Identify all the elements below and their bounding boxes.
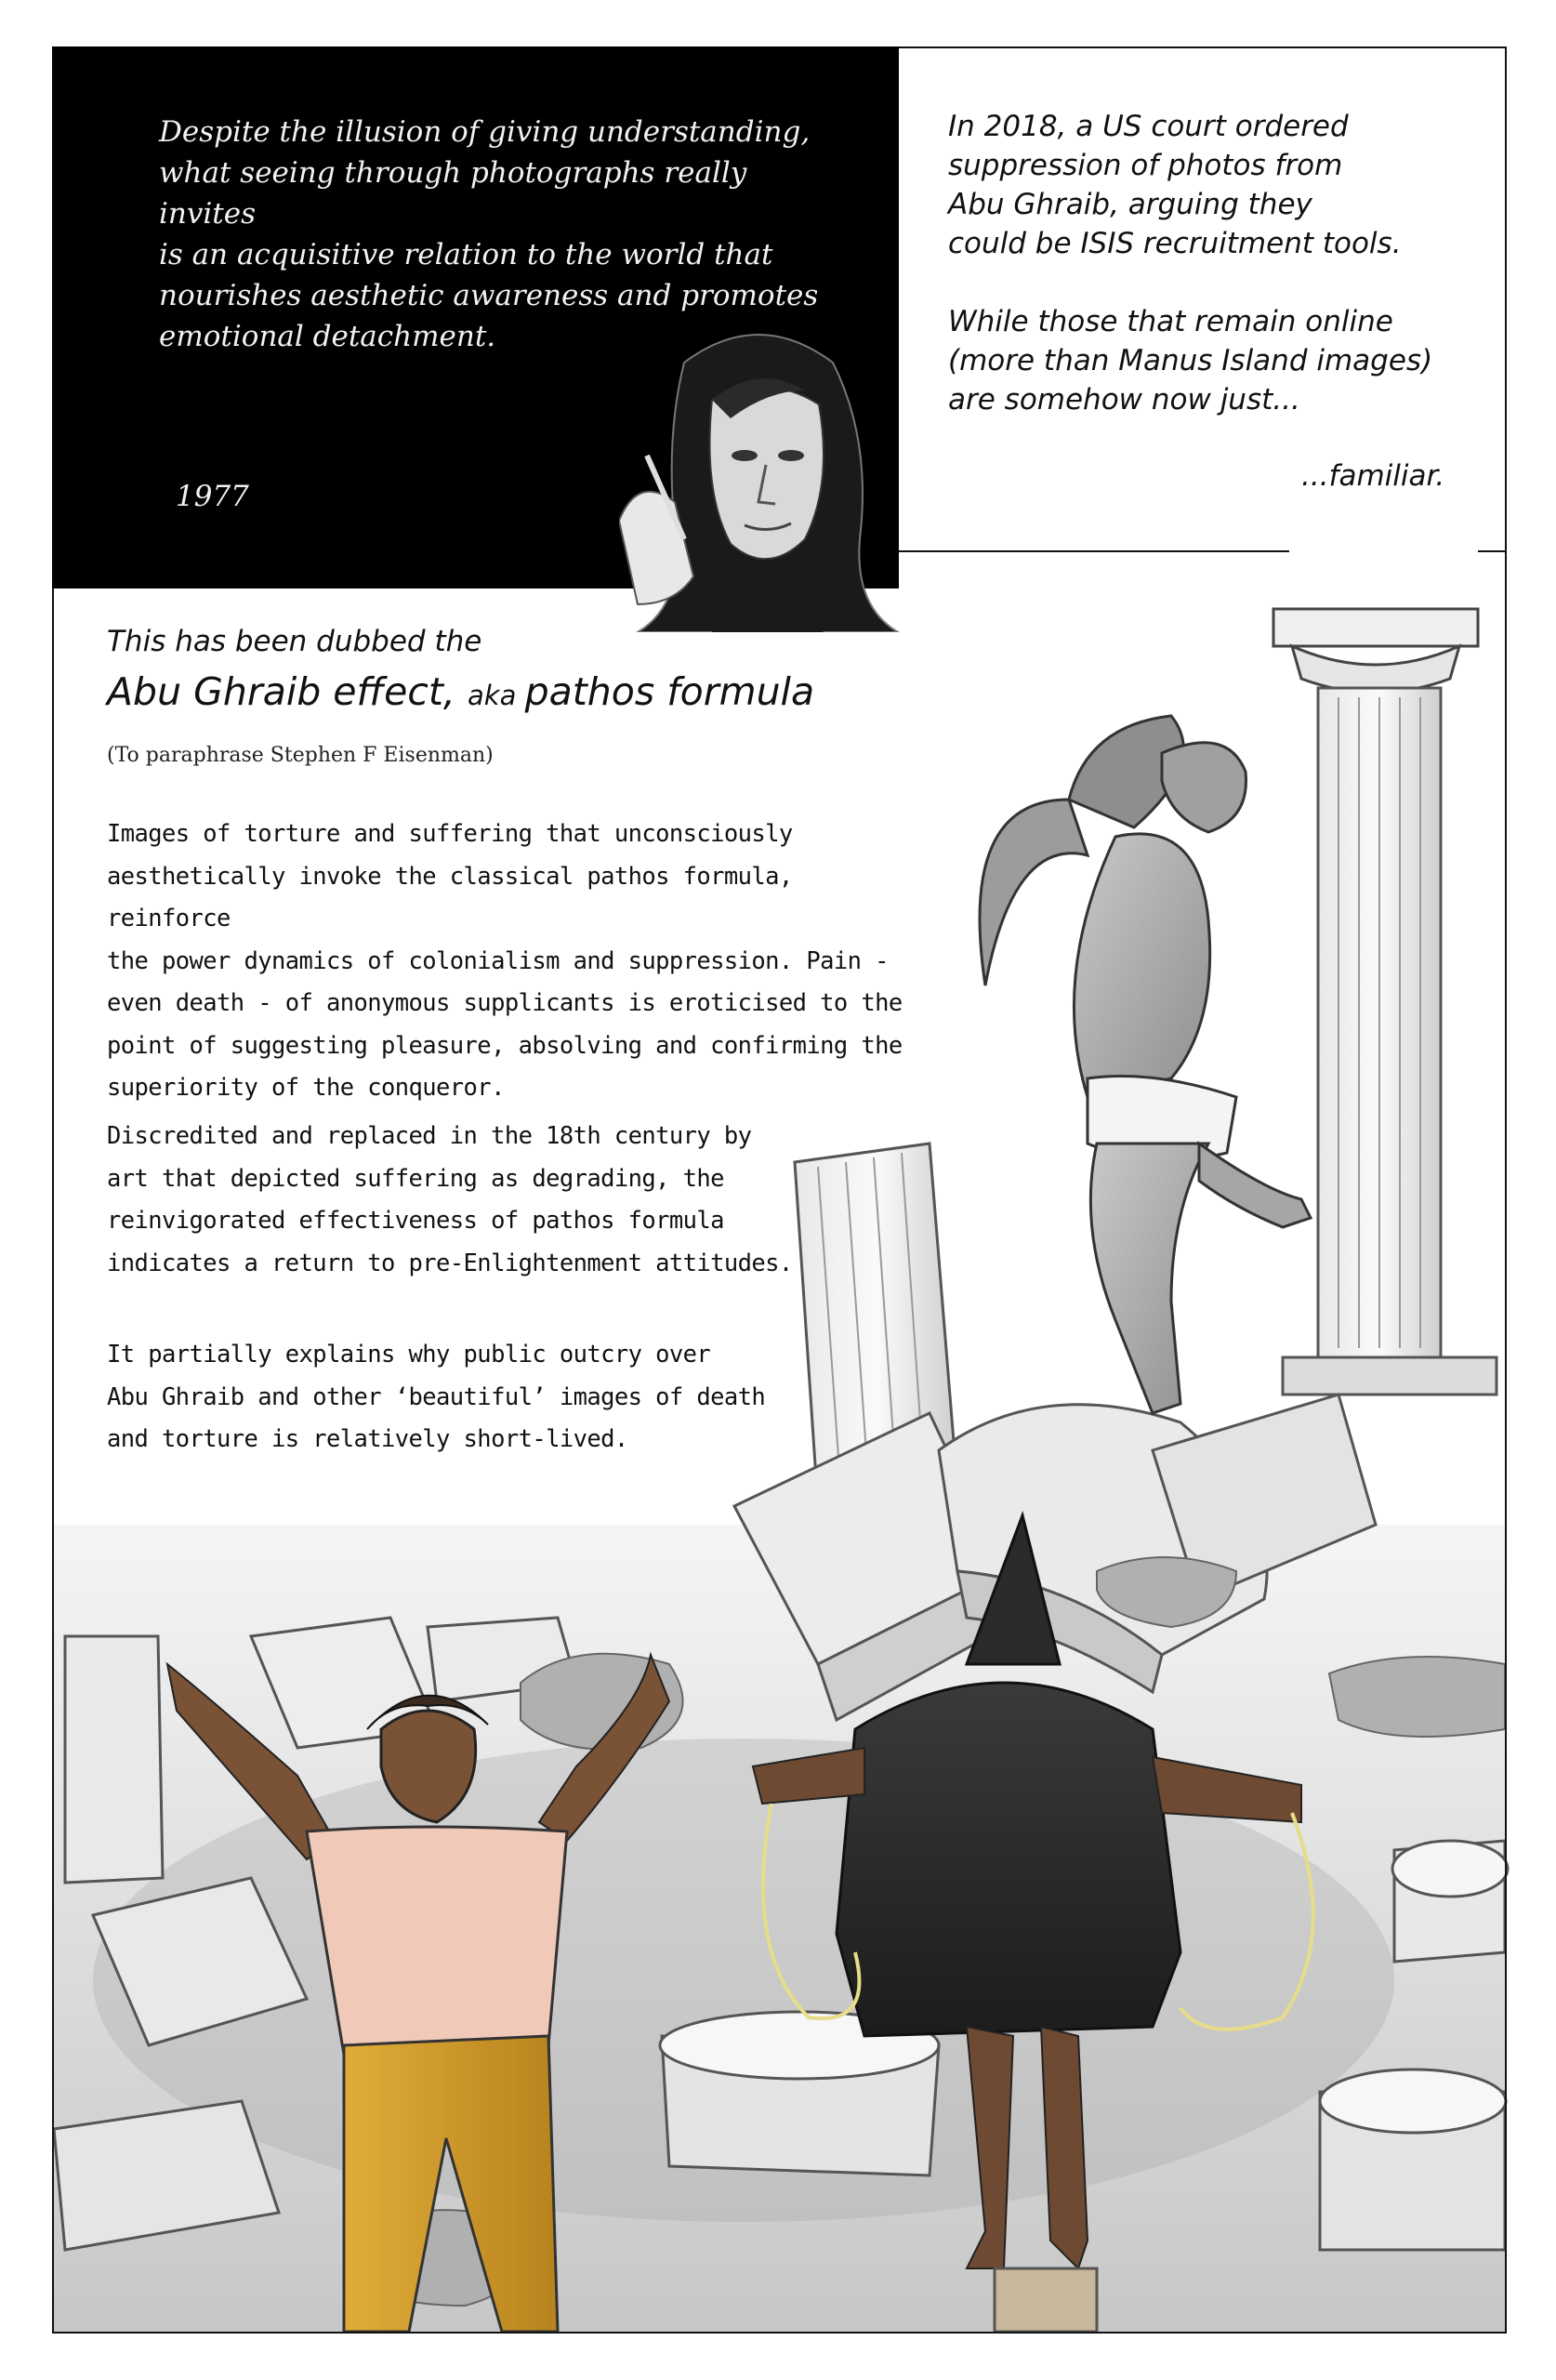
attribution: (To paraphrase Stephen F Eisenman) xyxy=(107,744,494,767)
heading-title xyxy=(107,669,814,714)
quote-year: 1977 xyxy=(176,480,249,513)
caption-ending: ...familiar. xyxy=(1301,459,1445,493)
quote-text: Despite the illusion of giving understanding, what seeing through photographs really invites is an acquisitive relation to the world that nourishes aesthetic awareness and promotes emotional detachment. xyxy=(159,115,819,353)
paragraph-1: Images of torture and suffering that unconsciously aesthetically invoke the classical pathos formula, reinforce the power dynamics of colonialism and suppression. Pain - even death - of anonymous supplicants is eroticised to the point of suggesting pleasure, absolving and confirming the superiority of the conqueror. xyxy=(107,820,903,1102)
caption-divider xyxy=(899,550,1289,552)
heading-title-main: Abu Ghraib effect, xyxy=(107,669,468,714)
caption-divider-end xyxy=(1478,550,1507,552)
caption-text: In 2018, a US court ordered suppression of photos from Abu Ghraib, arguing they could be ISIS recruitment tools. While those that remain online (more than Manus Island images) are somehow now just... xyxy=(948,110,1433,416)
quote-panel xyxy=(52,46,899,588)
heading-intro: This has been dubbed the xyxy=(107,625,482,658)
portrait-illustration xyxy=(619,325,916,632)
paragraph-3: It partially explains why public outcry over Abu Ghraib and other ‘beautiful’ images of death and torture is relatively short-lived. xyxy=(107,1341,766,1453)
heading-title-aka: aka xyxy=(468,680,525,711)
paragraph-2: Discredited and replaced in the 18th century by art that depicted suffering as degrading, the reinvigorated effectiveness of pathos formula indicates a return to pre-Enlightenment attitudes. xyxy=(107,1122,793,1277)
heading-title-tail: pathos formula xyxy=(524,669,815,714)
